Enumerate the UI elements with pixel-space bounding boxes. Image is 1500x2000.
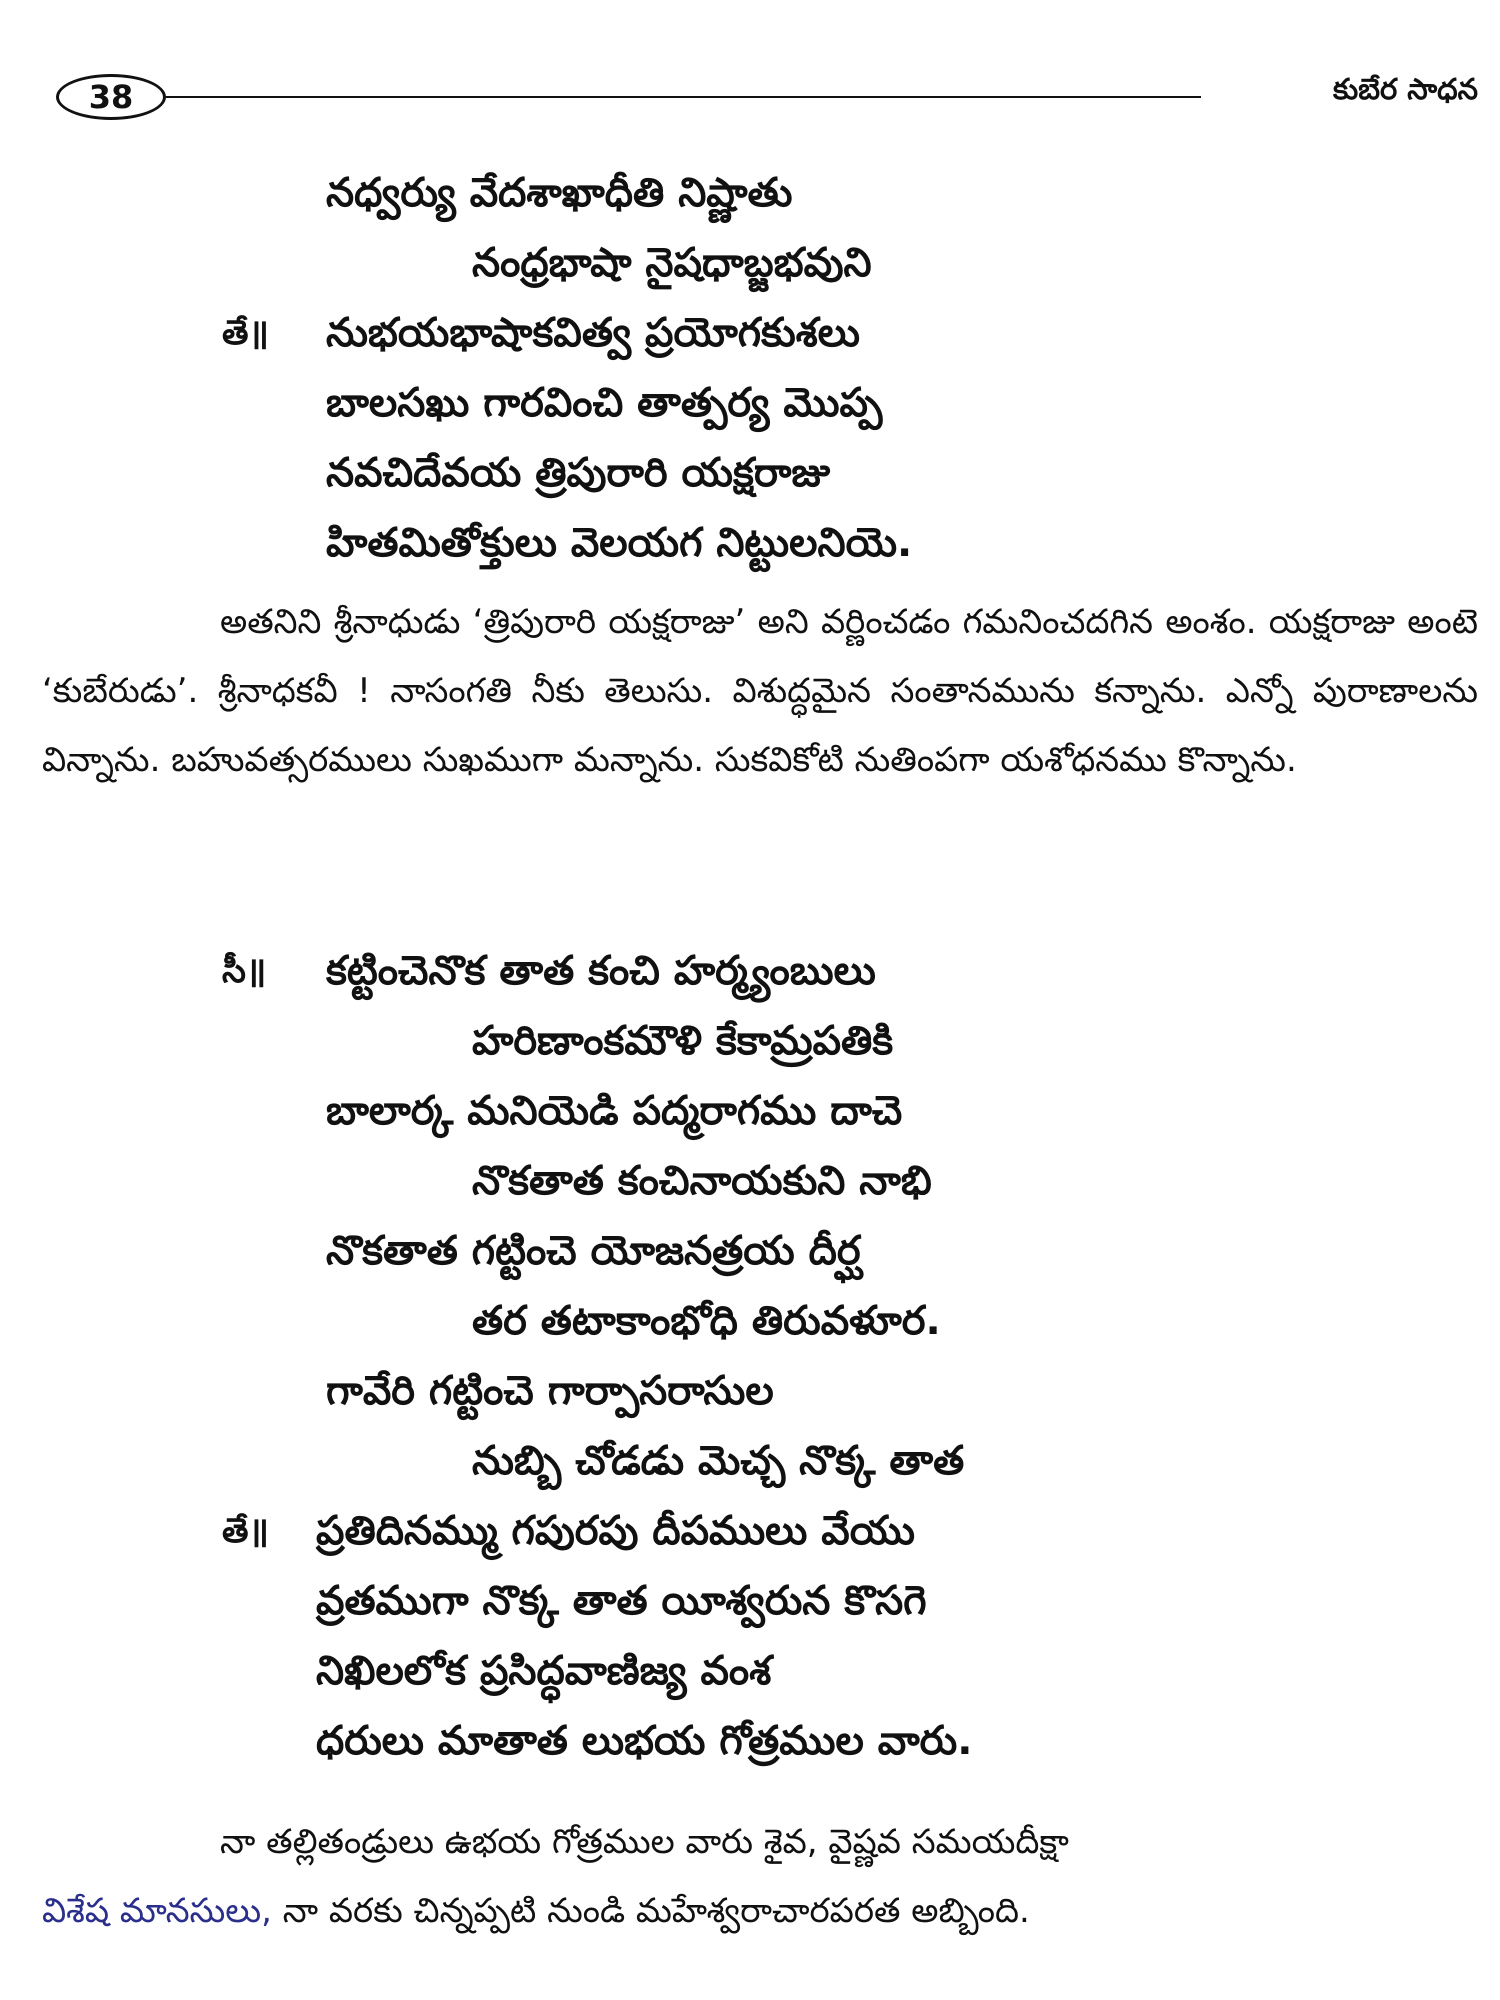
te-marker: తే॥ — [222, 313, 269, 353]
verse-line: నధ్వర్యు వేదశాఖాధీతి నిష్ణాతు — [326, 170, 793, 216]
verse-line: ధరులు మాతాత లుభయ గోత్రముల వారు. — [316, 1718, 973, 1764]
paragraph-line-1: నా తల్లితండ్రులు ఉభయ గోత్రముల వారు శైవ, వైష్ణవ సమయదీక్షా — [220, 1822, 1069, 1862]
verse-line: బాలసఖు గారవించి తాత్పర్య మొప్ప — [326, 380, 883, 426]
verse-line: తర తటాకాంభోధి తిరువళూర. — [472, 1298, 941, 1344]
header-rule — [166, 96, 1201, 98]
prose-paragraph — [42, 588, 1478, 795]
paragraph-line-2: నా వరకు చిన్నప్పటి నుండి మహేశ్వరాచారపరత అబ్బింది. — [271, 1891, 1030, 1931]
verse-line: నొకతాత గట్టించె యోజనత్రయ దీర్ఘ — [326, 1228, 861, 1274]
te-marker: తే॥ — [222, 1511, 269, 1551]
verse-line: బాలార్క మనియెడి పద్మరాగము దాచె — [326, 1088, 903, 1134]
verse-line: హరిణాంకమౌళి కేకామ్రపతికి — [472, 1018, 894, 1064]
verse-line: హితమితోక్తులు వెలయగ నిట్టులనియె. — [326, 520, 913, 566]
paragraph-text: అతనిని శ్రీనాధుడు ‘త్రిపురారి యక్షరాజు’ అని వర్ణించడం గమనించదగిన అంశం. యక్షరాజు అంటె ‘కుబేరుడు’. శ్రీనాధకవీ ! నాసంగతి నీకు తెలుసు. విశుద్ధమైన సంతానమును కన్నాను. ఎన్నో పురాణాలను విన్నాను. బహువత్సరములు సుఖముగా మన్నాను. సుకవికోటి నుతింపగా యశోధనము కొన్నాను. — [42, 602, 1478, 780]
verse-line: కట్టించెనొక తాత కంచి హర్మ్యంబులు — [326, 948, 876, 994]
verse-line: నిఖిలలోక ప్రసిద్ధవాణిజ్య వంశ — [316, 1648, 772, 1694]
verse-line: నొకతాత కంచినాయకుని నాభి — [472, 1158, 932, 1204]
running-title: కుబేర సాధన — [1333, 72, 1478, 106]
verse-line: గావేరి గట్టించె గార్పాసరాసుల — [326, 1368, 774, 1414]
verse-line: ప్రతిదినమ్ము గపురపు దీపములు వేయు — [316, 1508, 916, 1554]
si-marker: సీ॥ — [222, 951, 267, 991]
verse-line: నుబ్బి చోడడు మెచ్చ నొక్క తాత — [472, 1438, 965, 1484]
verse-line: నవచిదేవయ త్రిపురారి యక్షరాజు — [326, 450, 831, 496]
verse-line: వ్రతముగా నొక్క తాత యీశ్వరున కొసగె — [316, 1578, 927, 1624]
page-number: 38 — [88, 78, 134, 116]
verse-line: నుభయభాషాకవిత్వ ప్రయోగకుశలు — [326, 310, 860, 356]
prose-paragraph — [42, 1808, 1478, 1946]
paragraph-blue-phrase: విశేష మానసులు, — [42, 1891, 272, 1931]
page-number-badge — [56, 74, 166, 120]
verse-line: నంధ్రభాషా నైషధాబ్జభవుని — [472, 240, 872, 286]
